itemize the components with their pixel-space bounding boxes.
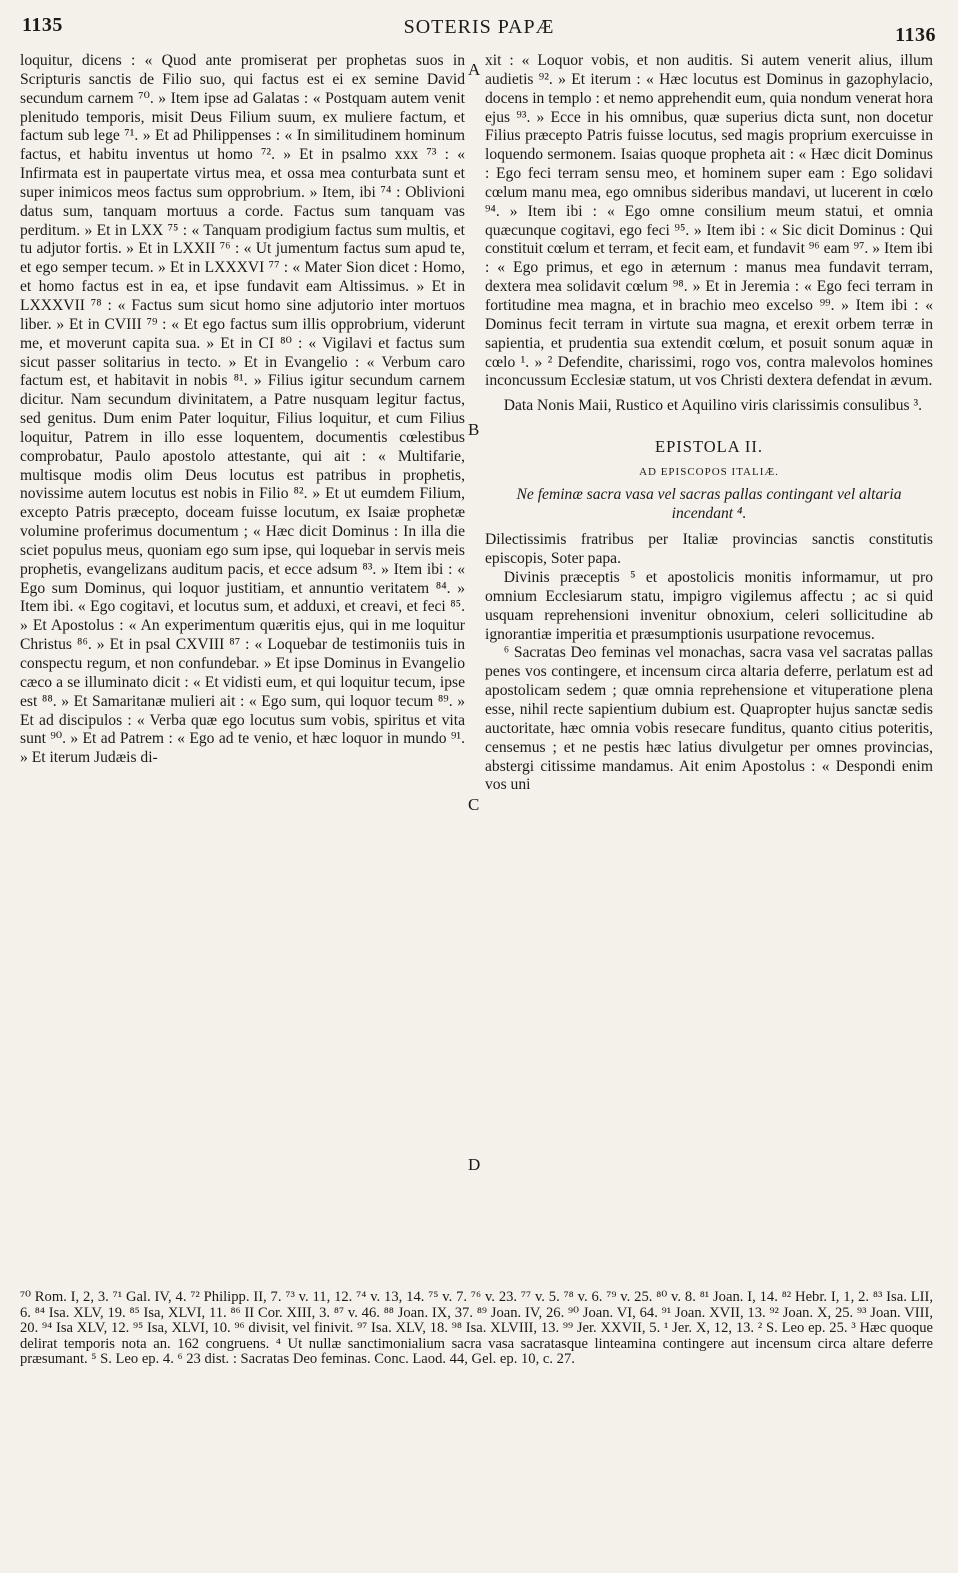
paragraph-1: Divinis præceptis ⁵ et apostolicis monitis informamur, ut pro omnium Ecclesiarum statu, impigro vigilemus affectu ; ac si quid usquam reprehensioni invenitur obnoxium, celeri sollicitudine ab ignorantiæ imperitia et præsumptionis usurpatione revocemus. [485,569,933,643]
margin-letter-c: C [468,795,480,814]
footnotes [20,1290,933,1368]
page-header [22,8,936,46]
margin-letter-b: B [468,420,480,439]
addressee: AD EPISCOPOS ITALIÆ. [639,465,779,478]
epistola-title: EPISTOLA II. [655,437,763,457]
running-title: SOTERIS PAPÆ [403,16,555,38]
footnotes-text: ⁷⁰ Rom. I, 2, 3. ⁷¹ Gal. IV, 4. ⁷² Philipp. II, 7. ⁷³ v. 11, 12. ⁷⁴ v. 13, 14. ⁷⁵ v. 7. ⁷⁶ v. 23. ⁷⁷ v. 5. ⁷⁸ v. 6. ⁷⁹ v. 25. ⁸⁰ v. 8. ⁸¹ Joan. I, 14. ⁸² Hebr. I, 1, 2. ⁸³ Isa. LII, 6. ⁸⁴ Isa. XLV, 19. ⁸⁵ Isa, XLVI, 11. ⁸⁶ II Cor. XIII, 3. ⁸⁷ v. 46. ⁸⁸ Joan. IX, 37. ⁸⁹ Joan. IV, 26. ⁹⁰ Joan. VI, 64. ⁹¹ Joan. XVII, 13. ⁹² Joan. X, 25. ⁹³ Joan. VIII, 20. ⁹⁴ Isa XLV, 12. ⁹⁵ Isa, XLVI, 10. ⁹⁶ divisit, vel finivit. ⁹⁷ Isa. XLV, 18. ⁹⁸ Isa. XLVIII, 13. ⁹⁹ Jer. XXVII, 5. ¹ Jer. X, 12, 13. ² S. Leo ep. 25. ³ Hæc quoque delirat temporis nota an. 162 congruens. ⁴ Ut nullæ sanctimonialium sacra vasa sacratasque linteamina contingere aut incensum circa altare deferre præsumant. ⁵ S. Leo ep. 4. ⁶ 23 dist. : Sacratas Deo feminas. Conc. Laod. 44, Gel. ep. 10, c. 27. [20,1289,933,1367]
left-column-number: 1135 [22,14,63,36]
left-column-text: loquitur, dicens : « Quod ante promiserat per prophetas suos in Scripturis sanctis de Filio suo, qui factus est ei ex semine David secundum carnem ⁷⁰. » Item ipse ad Galatas : « Postquam autem venit plenitudo temporis, misit Deus Filium suum, ex muliere factum, et factum sub lege ⁷¹. » Et ad Philippenses : « In similitudinem hominum factus, et habitu inventus ut homo ⁷². » Et in psalmo xxx ⁷³ : « Infirmata est in paupertate virtus mea, et ossa mea conturbata sunt et super inimicos meos factus sum opprobrium. » Item, ibi ⁷⁴ : Oblivioni datus sum, tanquam mortuus a corde. Factus sum tanquam vas perditum. » Et in LXX ⁷⁵ : « Tanquam prodigium factus sum multis, et tu adjutor fortis. » Et in LXXII ⁷⁶ : « Ut jumentum factus sum apud te, et ego semper tecum. » Et in LXXXVI ⁷⁷ : « Mater Sion dicet : Homo, et homo factus est in ea, et ipse fundavit eam Altissimus. » Et in LXXXVII ⁷⁸ : « Factus sum sicut homo sine adjutorio inter mortuos liber. » Et in CVIII ⁷⁹ : « Et ego factus sum illis opprobrium, viderunt me, et moverunt capita sua. » Et in CI ⁸⁰ : « Vigilavi et factus sum sicut passer solitarius in tecto. » Et in Evangelio : « Verbum caro factum est, et habitavit in nobis ⁸¹. » Filius igitur secundum carnem dicitur. Nam secundum divinitatem, a Patre nusquam legitur factus, sed genitus. Dum enim Pater loquitur, Filius loquitur, et cum Filius loquitur, Patrem in illo esse loquentem, documentis cœlestibus comprobatur, Paulo apostolo attestante, qui ait : « Multifarie, multisque modis olim Deus locutus est patribus in prophetis, novissime autem locutus est nobis in Filio ⁸². » Et ut eumdem Filium, excepto Patris præcepto, doceam fuisse locutum, ex Isaiæ prophetæ volumine proferimus documentum ; « Hæc dicit Dominus : In illa die sciet populus meus, quoniam ego sum ipse, qui loquebar in servis meis prophetis, evangelizans auditum pacis, et ecce adsum ⁸³. » Item ibi : « Ego sum Dominus, qui loquor justitiam, et annuntio veritatem ⁸⁴. » Item ibi. « Ego cogitavi, et locutus sum, et adduxi, et creavi, et feci ⁸⁵. » Et Apostolus : « An experimentum quæritis ejus, qui in me loquitur Christus ⁸⁶. » Et in psal CXVIII ⁸⁷ : « Loquebar de testimoniis tuis in conspectu regum, et non confundebar. » Et ipse Dominus in Evangelio cæco a se illuminato dicit : « Et vidisti eum, et qui loquitur tecum, ipse est ⁸⁸. » Et Samaritanæ mulieri ait : « Ego sum, qui loquor tecum ⁸⁹. » Et ad discipulos : « Verba quæ ego locutus sum vobis, spiritus et vita sunt ⁹⁰. » Et ad Patrem : « Ego ad te venio, et hæc loquor in mundo ⁹¹. » Et iterum Judæis di- [20,52,465,767]
left-column [20,52,465,768]
right-column-text: xit : « Loquor vobis, et non auditis. Si autem venerit alius, illum audietis ⁹². » Et iterum : « Hæc locutus est Dominus in gazophylacio, docens in templo : et nemo apprehendit eum, quia nondum venerat hora ejus ⁹³. » Ecce in his omnibus, quæ superius dicta sunt, non docetur Filius præcepto Patris fuisse locutus, sed magis proprium exercuisse in loquendo sermonem. Isaias quoque propheta ait : « Hæc dicit Dominus : Ego feci terram sensu meo, et hominem super eam : Ego solidavi cœlum manu mea, ego omnibus sideribus mandavi, ut lucerent in cœlo ⁹⁴. » Item ibi : « Ego omne consilium meum statui, et omnia quæcunque cogitavi, ego feci ⁹⁵. » Item ibi : « Sic dicit Dominus : Qui constituit cœlum et terram, et fecit eam, et fundavit ⁹⁶ eam ⁹⁷. » Item ibi : « Ego primus, et ego in æternum : manus mea fundavit terram, dextera mea solidavit cœlum ⁹⁸. » Et in Jeremia : « Ego feci terram in fortitudine mea magna, et in brachio meo excelso ⁹⁹. » Item ibi : « Dominus fecit terram in virtute sua magna, et erexit orbem terræ in sapientia, et prudentia sua extendit cœlum, et posuit sonum aquæ in cœlo ¹. » ² Defendite, charissimi, rogo vos, contra malevolos homines inconcussum Ecclesiæ statum, ut vos Christi dextera defendat in ævum. [485,52,933,390]
paragraph-2: ⁶ Sacratas Deo feminas vel monachas, sacra vasa vel sacratas pallas penes vos contingere, et incensum circa altaria deferre, perlatum est ad apostolicam sedem ; quæ omnia reprehensione et vituperatione plena esse, nihil recte sapientium dubium est. Quapropter hujus sanctæ sedis auctoritate, hæc omnia vobis resecare funditus, quanto citius poteritis, censemus ; et ne pestis hæc latius divulgetur per omnes provincias, abstergi citissime mandamus. Ait enim Apostolus : « Despondi enim vos uni [485,644,933,794]
right-column [485,52,933,795]
rubric: Ne feminæ sacra vasa vel sacras pallas contingant vel altaria incendant ⁴. [516,485,902,522]
margin-letter-a: A [468,60,481,79]
right-column-number: 1136 [895,24,936,46]
date-line: Data Nonis Maii, Rustico et Aquilino viris clarissimis consulibus ³. [503,397,923,415]
margin-letter-d: D [468,1155,481,1174]
salutation: Dilectissimis fratribus per Italiæ provincias sanctis constitutis episcopis, Soter papa. [485,531,933,568]
